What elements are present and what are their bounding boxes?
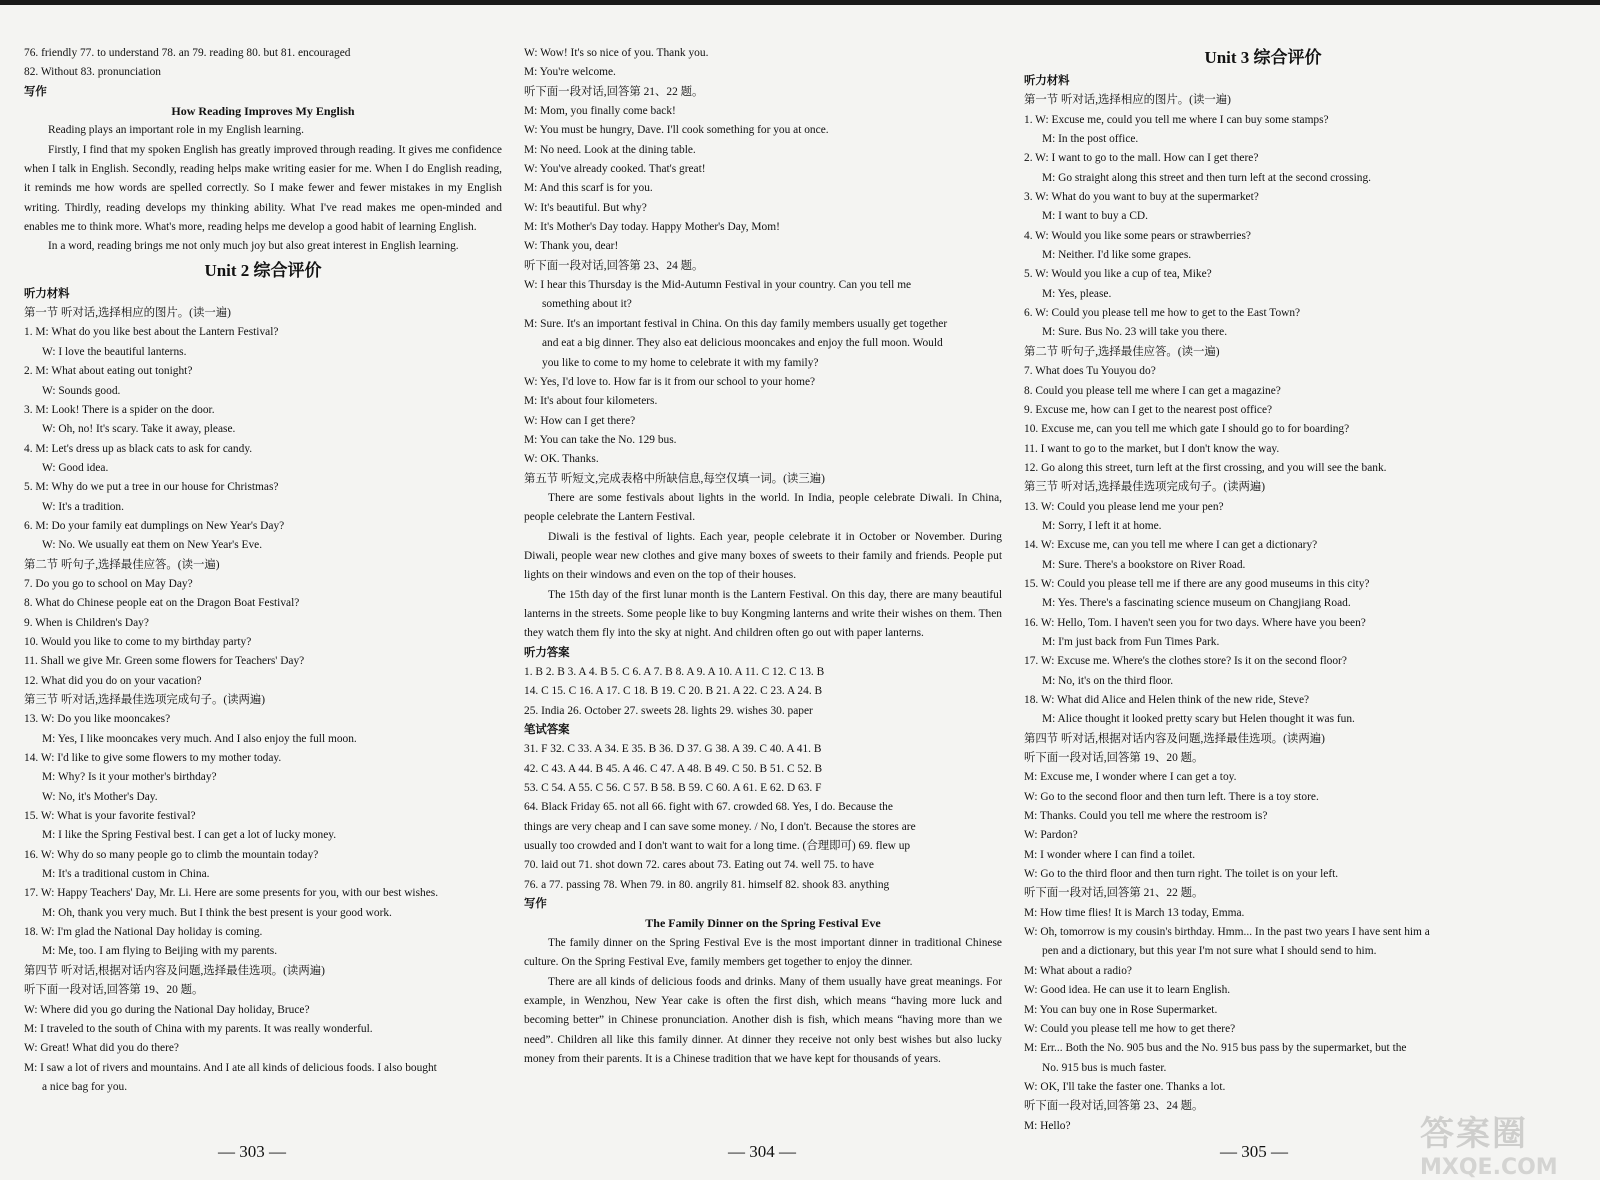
text-line: M: I traveled to the south of China with my parents. It was really wonderful. [24,1022,373,1035]
watermark-site: MXQE.COM [1420,1155,1558,1180]
text-line: W: You've already cooked. That's great! [524,163,706,176]
text-line: 64. Black Friday 65. not all 66. fight with 67. crowded 68. Yes, I do. Because the [524,801,893,814]
text-line: M: Mom, you finally come back! [524,105,676,118]
text-line: 4. M: Let's dress up as black cats to ask for candy. [24,442,253,455]
text-line: M: I saw a lot of rivers and mountains. And I ate all kinds of delicious foods. I also bought [24,1061,437,1074]
text-line: 第一节 听对话,选择相应的图片。(读一遍) [24,307,231,320]
text-line: pen and a dictionary, but this year I'm not sure what I should send to him. [1042,945,1377,958]
text-line: Diwali is the festival of lights. Each year, people celebrate it in October or November. During Diwali, people wear new clothes and give many boxes of sweets to their family and friends. People put lights on their windows and even on the top of their houses. [524,530,1002,582]
text-line: 5. W: Would you like a cup of tea, Mike? [1024,268,1212,281]
text-line: 17. W: Excuse me. Where's the clothes store? Is it on the second floor? [1024,655,1347,668]
text-line: 82. Without 83. pronunciation [24,66,161,79]
text-line: M: No need. Look at the dining table. [524,143,696,156]
text-line: W: How can I get there? [524,414,636,427]
text-line: 听下面一段对话,回答第 19、20 题。 [24,984,204,997]
text-line: W: Oh, no! It's scary. Take it away, please. [42,423,236,436]
text-line: 15. W: Could you please tell me if there are any good museums in this city? [1024,577,1370,590]
text-line: 53. C 54. A 55. C 56. C 57. B 58. B 59. C 60. A 61. E 62. D 63. F [524,782,822,795]
text-line: 76. a 77. passing 78. When 79. in 80. angrily 81. himself 82. shook 83. anything [524,878,890,891]
text-line: M: I like the Spring Festival best. I can get a lot of lucky money. [42,829,337,842]
text-line: W: I hear this Thursday is the Mid-Autumn Festival in your country. Can you tell me [524,279,912,292]
text-line: 70. laid out 71. shot down 72. cares about 73. Eating out 74. well 75. to have [524,859,874,872]
text-line: M: Thanks. Could you tell me where the restroom is? [1024,810,1268,823]
text-line: M: Sure. It's an important festival in China. On this day family members usually get together [524,317,948,330]
text-line: 12. Go along this street, turn left at the first crossing, and you will see the bank. [1024,461,1387,474]
text-line: 9. When is Children's Day? [24,616,149,629]
text-line: 第二节 听句子,选择最佳应答。(读一遍) [24,558,220,571]
text-line: 听下面一段对话,回答第 21、22 题。 [1024,887,1204,900]
text-line: 3. M: Look! There is a spider on the door. [24,403,215,416]
text-line: W: You must be hungry, Dave. I'll cook something for you at once. [524,124,829,137]
text-line: 16. W: Hello, Tom. I haven't seen you for two days. Where have you been? [1024,616,1366,629]
text-line: M: You can take the No. 129 bus. [524,433,677,446]
text-line: W: It's beautiful. But why? [524,201,647,214]
text-line: W: Go to the second floor and then turn left. There is a toy store. [1024,790,1319,803]
text-line: In a word, reading brings me not only much joy but also great interest in English learning. [48,240,459,253]
text-line: 11. Shall we give Mr. Green some flowers for Teachers' Day? [24,655,305,668]
section-title: The Family Dinner on the Spring Festival Eve [645,916,881,931]
text-line: M: It's about four kilometers. [524,395,658,408]
section-title: How Reading Improves My English [171,104,355,119]
text-line: 16. W: Why do so many people go to climb the mountain today? [24,848,319,861]
section-title: Unit 2 综合评价 [204,260,322,280]
text-line: The family dinner on the Spring Festival Eve is the most important dinner in traditional Chinese culture. On the Spring Festival Eve, family members get together to enjoy the dinner. [524,936,1002,969]
text-line: W: Good idea. [42,461,109,474]
text-line: 听下面一段对话,回答第 19、20 题。 [1024,752,1204,765]
text-line: W: Yes, I'd love to. How far is it from our school to your home? [524,375,816,388]
text-line: Reading plays an important role in my English learning. [48,124,304,137]
text-line: something about it? [542,298,632,311]
text-line: M: You're welcome. [524,66,616,79]
text-line: M: Oh, thank you very much. But I think the best present is your good work. [42,906,392,919]
watermark-logo [1420,1106,1560,1178]
page-number-303: — 303 — [218,1142,286,1161]
section-title: Unit 3 综合评价 [1204,48,1322,67]
text-line: No. 915 bus is much faster. [1042,1061,1167,1074]
text-line: W: OK, I'll take the faster one. Thanks a lot. [1024,1080,1226,1093]
section-heading: 写作 [524,898,547,911]
watermark-mark: 答案圈 [1420,1114,1528,1154]
text-line: W: Good idea. He can use it to learn English. [1024,984,1231,997]
text-line: you like to come to my home to celebrate it with my family? [542,356,819,369]
text-line: M: What about a radio? [1024,964,1132,977]
text-line: 12. What did you do on your vacation? [24,674,202,687]
text-line: W: OK. Thanks. [524,453,599,466]
text-line: 2. M: What about eating out tonight? [24,365,193,378]
text-line: 7. What does Tu Youyou do? [1024,365,1156,378]
text-line: 第二节 听句子,选择最佳应答。(读一遍) [1024,345,1220,358]
text-line: M: Sorry, I left it at home. [1042,519,1162,532]
text-line: 18. W: What did Alice and Helen think of the new ride, Steve? [1024,694,1310,706]
text-line: 14. C 15. C 16. A 17. C 18. B 19. C 20. B 21. A 22. C 23. A 24. B [524,685,823,698]
text-line: The 15th day of the first lunar month is the Lantern Festival. On this day, there are many beautiful lanterns in the streets. Some people like to buy Kongming lanterns and write their wishes on them. Then they watch them fly into the sky at night. And children often go out with paper lanterns. [524,588,1002,640]
text-line: W: Thank you, dear! [524,240,619,253]
text-line: M: It's Mother's Day today. Happy Mother's Day, Mom! [524,221,780,234]
text-line: W: Where did you go during the National Day holiday, Bruce? [24,1003,310,1016]
text-line: 10. Excuse me, can you tell me which gate I should go to for boarding? [1024,423,1350,436]
text-line: W: Great! What did you do there? [24,1042,179,1055]
text-line: 17. W: Happy Teachers' Day, Mr. Li. Here are some presents for you, with our best wishes. [24,887,439,900]
text-line: 18. W: I'm glad the National Day holiday is coming. [24,926,263,939]
section-heading: 写作 [24,85,47,98]
section-heading: 听力材料 [24,287,70,300]
text-line: 第五节 听短文,完成表格中所缺信息,每空仅填一词。(读三遍) [524,472,825,485]
text-line: 15. W: What is your favorite festival? [24,810,196,823]
text-line: M: I'm just back from Fun Times Park. [1042,635,1220,648]
text-line: a nice bag for you. [42,1080,128,1093]
text-line: W: It's a tradition. [42,500,124,513]
text-line: M: How time flies! It is March 13 today, Emma. [1024,906,1245,919]
text-line: 5. M: Why do we put a tree in our house for Christmas? [24,481,279,494]
text-line: W: Oh, tomorrow is my cousin's birthday. Hmm... In the past two years I have sent him a [1024,926,1430,939]
column-page-303 [24,44,502,1146]
text-line: 8. What do Chinese people eat on the Dragon Boat Festival? [24,597,300,610]
text-line: M: I want to buy a CD. [1042,210,1148,223]
text-line: 2. W: I want to go to the mall. How can I get there? [1024,152,1259,165]
text-line: M: I wonder where I can find a toilet. [1024,848,1196,861]
section-heading: 听力答案 [524,646,570,659]
section-heading: 听力材料 [1024,75,1070,87]
text-line: W: No, it's Mother's Day. [42,790,158,803]
page-number-305: — 305 — [1220,1142,1288,1161]
text-line: 14. W: Excuse me, can you tell me where I can get a dictionary? [1024,539,1318,552]
text-line: 9. Excuse me, how can I get to the nearest post office? [1024,403,1273,416]
text-line: 听下面一段对话,回答第 21、22 题。 [524,85,704,98]
column-page-304 [524,44,1002,1146]
text-line: 10. Would you like to come to my birthday party? [24,635,252,648]
text-line: 76. friendly 77. to understand 78. an 79. reading 80. but 81. encouraged [24,47,351,59]
text-line: W: No. We usually eat them on New Year's Eve. [42,539,263,552]
text-line: M: Yes, I like mooncakes very much. And I also enjoy the full moon. [42,732,357,745]
text-line: 7. Do you go to school on May Day? [24,577,193,590]
text-line: 第三节 听对话,选择最佳选项完成句子。(读两遍) [1024,481,1266,494]
text-line: M: Sure. Bus No. 23 will take you there. [1042,326,1228,339]
text-line: M: Yes, please. [1042,287,1112,300]
text-line: 第四节 听对话,根据对话内容及问题,选择最佳选项。(读两遍) [24,964,325,977]
text-line: 3. W: What do you want to buy at the supermarket? [1024,191,1259,204]
text-line: M: Alice thought it looked pretty scary but Helen thought it was fun. [1042,713,1355,726]
text-line: 4. W: Would you like some pears or strawberries? [1024,229,1251,242]
text-line: 13. W: Could you please lend me your pen? [1024,500,1224,513]
text-line: 42. C 43. A 44. B 45. A 46. C 47. A 48. B 49. C 50. B 51. C 52. B [524,762,823,775]
text-line: W: Sounds good. [42,384,121,397]
text-line: 6. M: Do your family eat dumplings on New Year's Day? [24,519,285,532]
text-line: 6. W: Could you please tell me how to get to the East Town? [1024,307,1301,320]
text-line: 第三节 听对话,选择最佳选项完成句子。(读两遍) [24,694,266,706]
text-line: 1. M: What do you like best about the Lantern Festival? [24,326,279,339]
text-line: things are very cheap and I can save some money. / No, I don't. Because the stores are [524,820,916,833]
text-line: M: Hello? [1024,1119,1071,1132]
text-line: usually too crowded and I don't want to wait for a long time. (合理即可) 69. flew up [524,840,911,853]
text-line: M: Err... Both the No. 905 bus and the No. 915 bus pass by the supermarket, but the [1024,1042,1407,1055]
text-line: 8. Could you please tell me where I can get a magazine? [1024,384,1281,397]
section-heading: 笔试答案 [524,724,570,737]
text-line: M: In the post office. [1042,133,1139,146]
text-line: 31. F 32. C 33. A 34. E 35. B 36. D 37. G 38. A 39. C 40. A 41. B [524,743,822,756]
text-line: W: Could you please tell me how to get there? [1024,1022,1236,1035]
text-line: M: And this scarf is for you. [524,182,653,195]
text-line: 第四节 听对话,根据对话内容及问题,选择最佳选项。(读两遍) [1024,732,1325,745]
text-line: M: Yes. There's a fascinating science museum on Changjiang Road. [1042,597,1351,610]
text-line: W: Go to the third floor and then turn right. The toilet is on your left. [1024,868,1339,881]
text-line: and eat a big dinner. They also eat delicious mooncakes and enjoy the full moon. Would [542,337,943,350]
page-number-304: — 304 — [728,1142,796,1161]
text-line: 11. I want to go to the market, but I don't know the way. [1024,442,1280,455]
text-line: 第一节 听对话,选择相应的图片。(读一遍) [1024,94,1231,107]
text-line: M: Neither. I'd like some grapes. [1042,249,1192,262]
text-line: 听下面一段对话,回答第 23、24 题。 [1024,1100,1204,1113]
text-line: M: No, it's on the third floor. [1042,674,1174,687]
text-line: There are some festivals about lights in the world. In India, people celebrate Diwali. In China, people celebrate the Lantern Festival. [524,491,1002,524]
text-line: There are all kinds of delicious foods and drinks. Many of them usually have great meanings. For example, in Wenzhou, New Year cake is often the first dish, which means “having more luck and becoming better” in Chinese pronunciation. Another dish is fish, which means “having more than we need”. Children all like this family dinner. At dinner they receive not only best wishes but also lucky money from their parents. It is a Chinese tradition that we have kept for thousands of years. [524,975,1002,1065]
text-line: 1. B 2. B 3. A 4. B 5. C 6. A 7. B 8. A 9. A 10. A 11. C 12. C 13. B [524,666,825,678]
text-line: M: Why? Is it your mother's birthday? [42,771,217,784]
text-line: 听下面一段对话,回答第 23、24 题。 [524,259,704,272]
text-line: M: Go straight along this street and then turn left at the second crossing. [1042,171,1371,184]
text-line: W: Wow! It's so nice of you. Thank you. [524,47,709,59]
text-line: M: You can buy one in Rose Supermarket. [1024,1003,1218,1016]
text-line: 1. W: Excuse me, could you tell me where I can buy some stamps? [1024,113,1329,126]
text-line: M: Me, too. I am flying to Beijing with my parents. [42,945,278,958]
text-line: 13. W: Do you like mooncakes? [24,713,171,726]
text-line: 25. India 26. October 27. sweets 28. lights 29. wishes 30. paper [524,704,813,717]
text-line: 14. W: I'd like to give some flowers to my mother today. [24,752,282,765]
text-line: Firstly, I find that my spoken English has greatly improved through reading. It gives me confidence when I talk in English. Secondly, reading helps make writing easier for me. When I do English reading, it reminds me how words are spelled correctly. So I make fewer and fewer mistakes in my English writing. Thirdly, reading develops my thinking ability. What I've read makes me open-minded and enables me to think more. What's more, reading helps me develop a good habit of learning English. [24,143,502,234]
text-line: W: I love the beautiful lanterns. [42,345,187,358]
column-page-305 [1024,44,1502,1146]
top-border [0,0,1600,5]
text-line: W: Pardon? [1024,829,1078,842]
text-line: M: Excuse me, I wonder where I can get a toy. [1024,771,1237,784]
text-line: M: It's a traditional custom in China. [42,868,210,881]
text-line: M: Sure. There's a bookstore on River Road. [1042,558,1246,571]
